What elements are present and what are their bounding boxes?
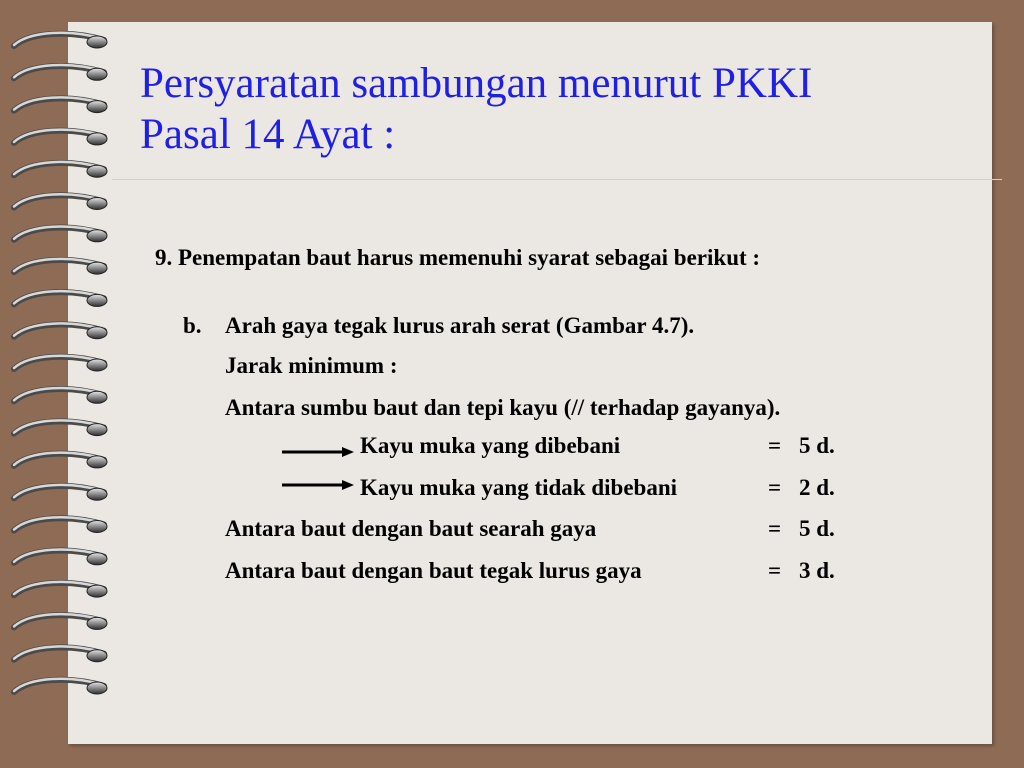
row-label: Antara baut dengan baut tegak lurus gaya xyxy=(225,558,642,583)
spiral-ring xyxy=(14,679,107,694)
title-divider xyxy=(112,179,1002,180)
spiral-ring xyxy=(14,582,107,597)
arrow-right-icon xyxy=(282,478,354,492)
spiral-ring xyxy=(14,646,107,661)
spiral-ring xyxy=(14,485,107,500)
slide-title-line-1: Persyaratan sambungan menurut PKKI xyxy=(140,60,813,107)
spiral-ring xyxy=(14,388,107,403)
spiral-ring xyxy=(14,420,107,435)
row-value: 2 d. xyxy=(799,475,835,500)
slide-title xyxy=(140,58,960,160)
spiral-ring xyxy=(14,65,107,80)
spiral-ring xyxy=(14,517,107,532)
item-b-line-1: Arah gaya tegak lurus arah serat (Gambar 4.7). xyxy=(225,313,695,338)
row-equals: = xyxy=(768,558,782,583)
spiral-ring xyxy=(14,130,107,145)
point-9-text: 9. Penempatan baut harus memenuhi syarat sebagai berikut : xyxy=(155,245,761,270)
spiral-ring xyxy=(14,33,107,48)
item-b-marker: b. xyxy=(183,313,202,338)
spiral-ring xyxy=(14,259,107,274)
spiral-ring xyxy=(14,453,107,468)
row-label: Antara baut dengan baut searah gaya xyxy=(225,516,597,541)
item-b-line-2: Jarak minimum : xyxy=(225,353,398,378)
spiral-ring xyxy=(14,97,107,112)
spiral-ring xyxy=(14,323,107,338)
item-b-line-3: Antara sumbu baut dan tepi kayu (// terhadap gayanya). xyxy=(225,395,781,420)
row-label: Kayu muka yang dibebani xyxy=(360,433,621,458)
spiral-ring xyxy=(14,550,107,565)
spiral-ring xyxy=(14,291,107,306)
spiral-ring xyxy=(14,194,107,209)
row-value: 5 d. xyxy=(799,433,835,458)
spiral-ring xyxy=(14,356,107,371)
row-value: 3 d. xyxy=(799,558,835,583)
row-equals: = xyxy=(768,516,782,541)
spiral-ring xyxy=(14,227,107,242)
spiral-rings-icon xyxy=(0,0,135,768)
row-equals: = xyxy=(768,433,782,458)
row-value: 5 d. xyxy=(799,516,835,541)
row-label: Kayu muka yang tidak dibebani xyxy=(360,475,678,500)
spiral-ring xyxy=(14,162,107,177)
row-equals: = xyxy=(768,475,782,500)
spiral-ring xyxy=(14,614,107,629)
arrow-right-icon xyxy=(282,445,354,459)
slide-title-line-2: Pasal 14 Ayat : xyxy=(140,111,396,158)
